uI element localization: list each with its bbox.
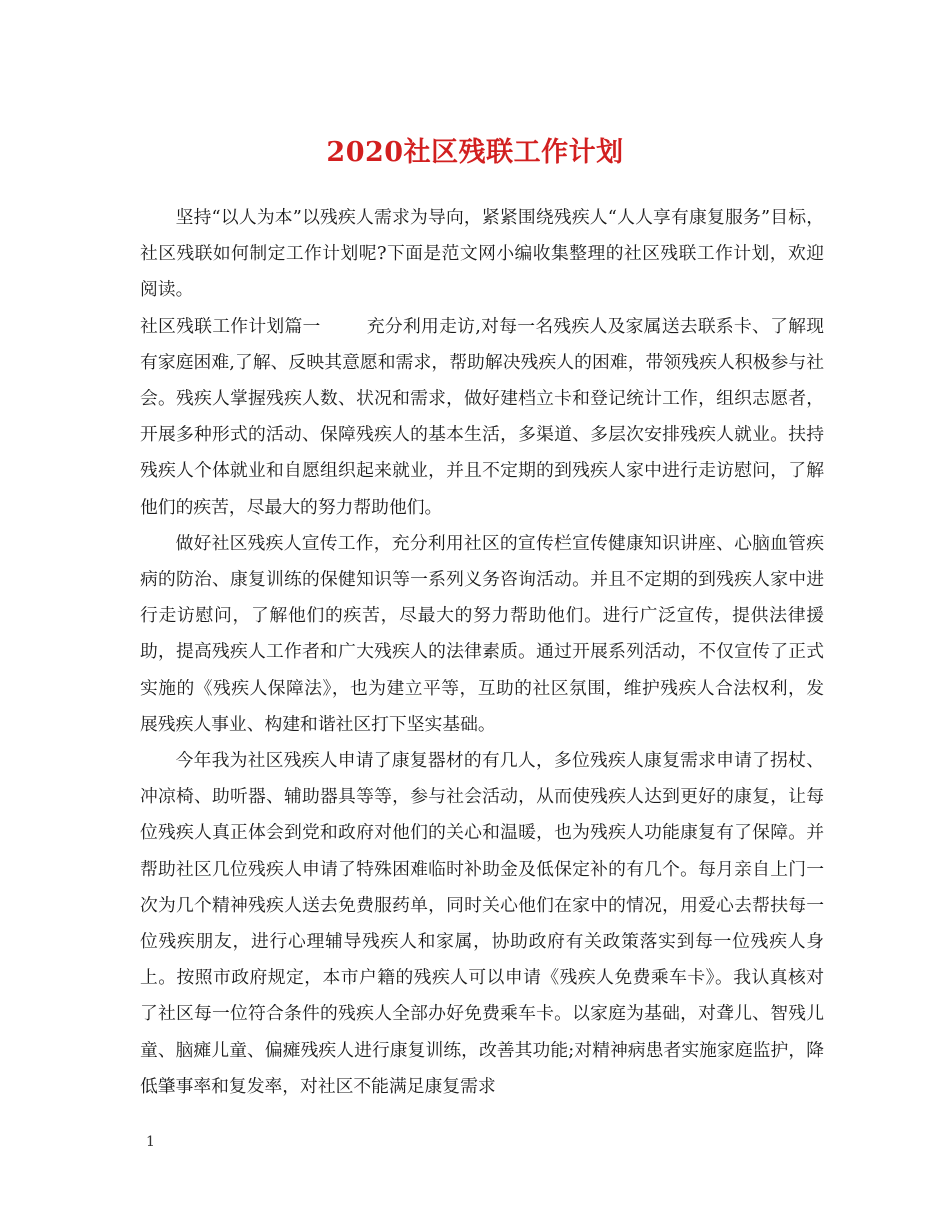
page-number: 1 [146,1134,155,1150]
section-first-paragraph: 充分利用走访,对每一名残疾人及家属送去联系卡、了解现有家庭困难,了解、反映其意愿和需求，帮助解决残疾人的困难，带领残疾人积极参与社会。残疾人掌握残疾人数、状况和需求，做好建档立卡和登记统计工作，组织志愿者，开展多种形式的活动、保障残疾人的基本生活，多渠道、多层次安排残疾人就业。扶持残疾人个体就业和自愿组织起来就业，并且不定期的到残疾人家中进行走访慰问，了解他们的疾苦，尽最大的努力帮助他们。 [140,315,824,518]
document-body [140,200,824,1105]
publicity-paragraph: 做好社区残疾人宣传工作，充分利用社区的宣传栏宣传健康知识讲座、心脑血管疾病的防治、康复训练的保健知识等一系列义务咨询活动。并且不定期的到残疾人家中进行走访慰问，了解他们的疾苦，尽最大的努力帮助他们。进行广泛宣传，提供法律援助，提高残疾人工作者和广大残疾人的法律素质。通过开展系列活动，不仅宣传了正式实施的《残疾人保障法》，也为建立平等，互助的社区氛围，维护残疾人合法权利，发展残疾人事业、构建和谐社区打下坚实基础。 [140,532,824,735]
intro-paragraph: 坚持“以人为本”以残疾人需求为导向，紧紧围绕残疾人“人人享有康复服务”目标，社区残联如何制定工作计划呢?下面是范文网小编收集整理的社区残联工作计划，欢迎阅读。 [140,207,824,301]
rehabilitation-paragraph: 今年我为社区残疾人申请了康复器材的有几人，多位残疾人康复需求申请了拐杖、冲凉椅、助听器、辅助器具等等，参与社会活动，从而使残疾人达到更好的康复，让每位残疾人真正体会到党和政府对他们的关心和温暖，也为残疾人功能康复有了保障。并帮助社区几位残疾人申请了特殊困难临时补助金及低保定补的有几个。每月亲自上门一次为几个精神残疾人送去免费服药单，同时关心他们在家中的情况，用爱心去帮扶每一位残疾朋友，进行心理辅导残疾人和家属，协助政府有关政策落实到每一位残疾人身上。按照市政府规定，本市户籍的残疾人可以申请《残疾人免费乘车卡》。我认真核对了社区每一位符合条件的残疾人全部办好免费乘车卡。以家庭为基础，对聋儿、智残儿童、脑瘫儿童、偏瘫残疾人进行康复训练，改善其功能;对精神病患者实施家庭监护，降低肇事率和复发率，对社区不能满足康复需求 [140,750,824,1097]
document-title: 2020社区残联工作计划 [326,137,624,168]
section-heading: 社区残联工作计划篇一 [140,315,321,337]
section-paragraph [140,309,824,526]
